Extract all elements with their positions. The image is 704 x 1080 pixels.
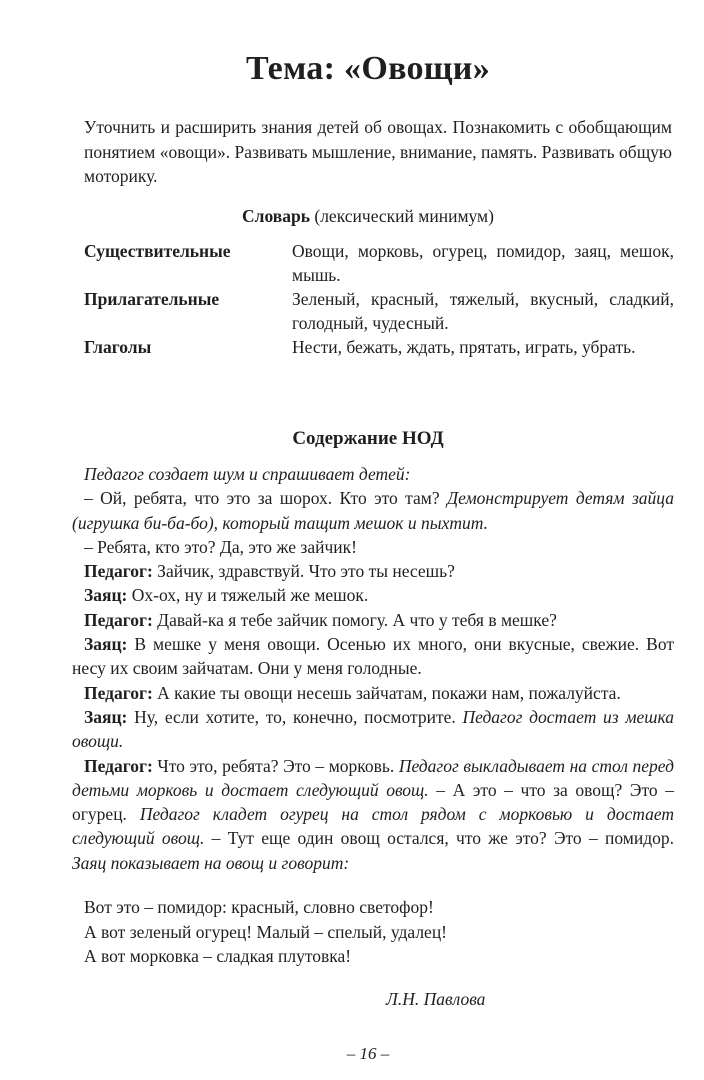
vocabulary-definition: Зеленый, красный, тяжелый, вкусный, сладкий, голодный, чудесный. bbox=[292, 289, 674, 333]
vocabulary-term: Прилагательные bbox=[84, 289, 220, 309]
vocabulary-heading bbox=[0, 206, 704, 227]
poem-line: А вот зеленый огурец! Малый – спелый, удалец! bbox=[84, 921, 448, 942]
content-paragraph: Педагог создает шум и спрашивает детей: bbox=[84, 464, 411, 484]
poem-author: Л.Н. Павлова bbox=[386, 989, 486, 1009]
speaker-label: Педагог: bbox=[84, 561, 153, 582]
speaker-label: Педагог: bbox=[84, 609, 153, 630]
poem-line: А вот морковка – сладкая плутовка! bbox=[84, 946, 352, 966]
vocabulary-definition: Овощи, морковь, огурец, помидор, заяц, мешок, мышь. bbox=[292, 241, 674, 285]
page-title: Тема: «Овощи» bbox=[246, 50, 490, 87]
speaker-label: Заяц: bbox=[84, 585, 128, 606]
content-paragraph: – Ой, ребята, что это за шорох. Кто это там? Демонстрирует детям зайца (игрушка би-ба-бо), который тащит мешок и пыхтит. bbox=[72, 488, 675, 533]
page-number: – 16 – bbox=[346, 1044, 390, 1063]
speaker-label: Заяц: bbox=[84, 634, 128, 655]
vocabulary-term: Глаголы bbox=[84, 337, 152, 357]
vocabulary-definition: Нести, бежать, ждать, прятать, играть, убрать. bbox=[292, 337, 636, 357]
intro-paragraph bbox=[84, 115, 672, 189]
lesson-content bbox=[72, 462, 674, 875]
content-paragraph: Заяц: Ну, если хотите, то, конечно, посмотрите. Педагог достает из мешка овощи. bbox=[72, 706, 674, 752]
vocabulary-heading-bold: Словарь bbox=[242, 206, 310, 226]
speaker-label: Педагог: bbox=[84, 682, 153, 703]
vocabulary-term: Существительные bbox=[84, 241, 231, 261]
content-paragraph: Педагог: А какие ты овощи несешь зайчатам, покажи нам, пожалуйста. bbox=[84, 682, 621, 703]
content-paragraph: Педагог: Давай-ка я тебе зайчик помогу. А что у тебя в мешке? bbox=[84, 609, 557, 630]
speaker-label: Педагог: bbox=[84, 755, 153, 776]
intro-text: Уточнить и расширить знания детей об овощах. Познакомить с обобщающим понятием «овощи». Развивать мышление, внимание, память. Развивать общую моторику. bbox=[84, 117, 672, 186]
content-paragraph: Заяц: В мешке у меня овощи. Осенью их много, они вкусные, свежие. Вот несу их своим зайчатам. Они у меня голодные. bbox=[72, 634, 674, 679]
section-heading: Содержание НОД bbox=[292, 428, 444, 449]
content-paragraph: Педагог: Зайчик, здравствуй. Что это ты несешь? bbox=[84, 561, 455, 582]
poem-line: Вот это – помидор: красный, словно светофор! bbox=[84, 897, 434, 917]
content-paragraph: Заяц: Ох-ох, ну и тяжелый же мешок. bbox=[84, 585, 369, 606]
content-paragraph: Педагог: Что это, ребята? Это – морковь. Педагог выкладывает на стол перед детьми морковь и достает следующий овощ. – А это – что за овощ? Это – огурец. Педагог кладет огурец на стол рядом с морковью и достает следующий овощ. – Тут еще один овощ остался, что же это? Это – помидор. Заяц показывает на овощ и говорит: bbox=[72, 755, 675, 873]
speaker-label: Заяц: bbox=[84, 706, 128, 727]
poem bbox=[84, 895, 604, 969]
content-paragraph: – Ребята, кто это? Да, это же зайчик! bbox=[84, 536, 357, 557]
vocabulary-heading-rest: (лексический минимум) bbox=[310, 206, 494, 226]
